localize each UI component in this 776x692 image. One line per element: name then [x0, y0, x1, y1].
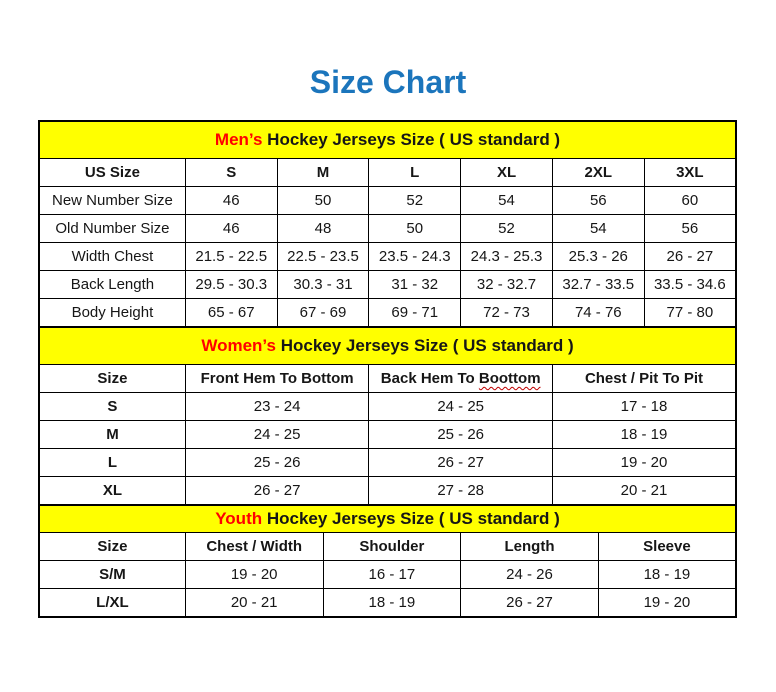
table-row	[39, 215, 736, 243]
column-header: Size	[39, 533, 185, 561]
table-cell: 29.5 - 30.3	[185, 271, 277, 299]
table-cell: 20 - 21	[185, 589, 323, 618]
womens-size-table	[38, 326, 737, 506]
table-row	[39, 561, 736, 589]
table-cell: 77 - 80	[644, 299, 736, 328]
column-header: US Size	[39, 159, 185, 187]
table-cell: 18 - 19	[552, 421, 736, 449]
table-cell: 26 - 27	[461, 589, 599, 618]
column-header: Length	[461, 533, 599, 561]
table-cell: 72 - 73	[461, 299, 553, 328]
column-header: M	[277, 159, 369, 187]
table-row	[39, 449, 736, 477]
table-cell: 19 - 20	[598, 589, 736, 618]
size-chart	[38, 120, 737, 618]
table-cell: 21.5 - 22.5	[185, 243, 277, 271]
table-cell: 67 - 69	[277, 299, 369, 328]
table-cell: 65 - 67	[185, 299, 277, 328]
banner-rest-text: Hockey Jerseys Size ( US standard )	[275, 336, 574, 355]
table-cell: 31 - 32	[369, 271, 461, 299]
row-label: Back Length	[39, 271, 185, 299]
table-cell: 18 - 19	[598, 561, 736, 589]
table-cell: 56	[552, 187, 644, 215]
section-banner-row	[39, 121, 736, 159]
table-cell: 20 - 21	[552, 477, 736, 506]
column-header-row	[39, 365, 736, 393]
row-label: Width Chest	[39, 243, 185, 271]
column-header-row	[39, 159, 736, 187]
row-label: Body Height	[39, 299, 185, 328]
table-cell: 24 - 26	[461, 561, 599, 589]
row-label: Old Number Size	[39, 215, 185, 243]
column-header: Sleeve	[598, 533, 736, 561]
table-cell: 52	[461, 215, 553, 243]
table-cell: 25.3 - 26	[552, 243, 644, 271]
table-cell: 26 - 27	[369, 449, 553, 477]
table-cell: 54	[461, 187, 553, 215]
table-cell: 32 - 32.7	[461, 271, 553, 299]
banner-rest-text: Hockey Jerseys Size ( US standard )	[262, 130, 561, 149]
column-header: Back Hem To Boottom	[369, 365, 553, 393]
table-cell: 32.7 - 33.5	[552, 271, 644, 299]
row-label: L	[39, 449, 185, 477]
table-cell: 74 - 76	[552, 299, 644, 328]
table-cell: 69 - 71	[369, 299, 461, 328]
table-cell: 46	[185, 187, 277, 215]
table-cell: 24 - 25	[185, 421, 369, 449]
page-title: Size Chart	[309, 64, 467, 100]
column-header: Chest / Width	[185, 533, 323, 561]
table-row	[39, 271, 736, 299]
table-cell: 17 - 18	[552, 393, 736, 421]
table-cell: 19 - 20	[552, 449, 736, 477]
row-label: L/XL	[39, 589, 185, 618]
table-row	[39, 589, 736, 618]
table-cell: 26 - 27	[644, 243, 736, 271]
row-label: M	[39, 421, 185, 449]
banner-rest-text: Hockey Jerseys Size ( US standard )	[262, 509, 560, 528]
table-cell: 24.3 - 25.3	[461, 243, 553, 271]
column-header: XL	[461, 159, 553, 187]
table-row	[39, 477, 736, 506]
table-row	[39, 421, 736, 449]
table-cell: 50	[277, 187, 369, 215]
table-cell: 26 - 27	[185, 477, 369, 506]
table-cell: 22.5 - 23.5	[277, 243, 369, 271]
table-row	[39, 393, 736, 421]
column-header: L	[369, 159, 461, 187]
row-label: XL	[39, 477, 185, 506]
mens-size-table	[38, 120, 737, 328]
table-cell: 25 - 26	[369, 421, 553, 449]
table-cell: 33.5 - 34.6	[644, 271, 736, 299]
table-row	[39, 299, 736, 328]
column-header: Chest / Pit To Pit	[552, 365, 736, 393]
table-cell: 30.3 - 31	[277, 271, 369, 299]
womens-banner	[39, 327, 736, 365]
banner-highlight-text: Youth	[215, 509, 263, 528]
table-cell: 24 - 25	[369, 393, 553, 421]
table-cell: 23 - 24	[185, 393, 369, 421]
table-cell: 54	[552, 215, 644, 243]
column-header: 2XL	[552, 159, 644, 187]
row-label: S/M	[39, 561, 185, 589]
table-cell: 46	[185, 215, 277, 243]
youth-banner	[39, 505, 736, 533]
table-cell: 48	[277, 215, 369, 243]
row-label: New Number Size	[39, 187, 185, 215]
table-cell: 16 - 17	[323, 561, 461, 589]
table-cell: 27 - 28	[369, 477, 553, 506]
section-banner-row	[39, 327, 736, 365]
row-label: S	[39, 393, 185, 421]
table-cell: 50	[369, 215, 461, 243]
misspelled-word: Boottom	[478, 370, 541, 387]
table-cell: 23.5 - 24.3	[369, 243, 461, 271]
column-header-row	[39, 533, 736, 561]
table-row	[39, 187, 736, 215]
section-banner-row	[39, 505, 736, 533]
column-header: 3XL	[644, 159, 736, 187]
table-cell: 19 - 20	[185, 561, 323, 589]
column-header: Size	[39, 365, 185, 393]
table-cell: 25 - 26	[185, 449, 369, 477]
table-cell: 56	[644, 215, 736, 243]
youth-size-table	[38, 504, 737, 618]
mens-banner	[39, 121, 736, 159]
table-row	[39, 243, 736, 271]
column-header: Front Hem To Bottom	[185, 365, 369, 393]
banner-highlight-text: Men’s	[214, 130, 263, 149]
table-cell: 52	[369, 187, 461, 215]
banner-highlight-text: Women’s	[201, 336, 276, 355]
table-cell: 60	[644, 187, 736, 215]
table-cell: 18 - 19	[323, 589, 461, 618]
column-header: S	[185, 159, 277, 187]
column-header: Shoulder	[323, 533, 461, 561]
